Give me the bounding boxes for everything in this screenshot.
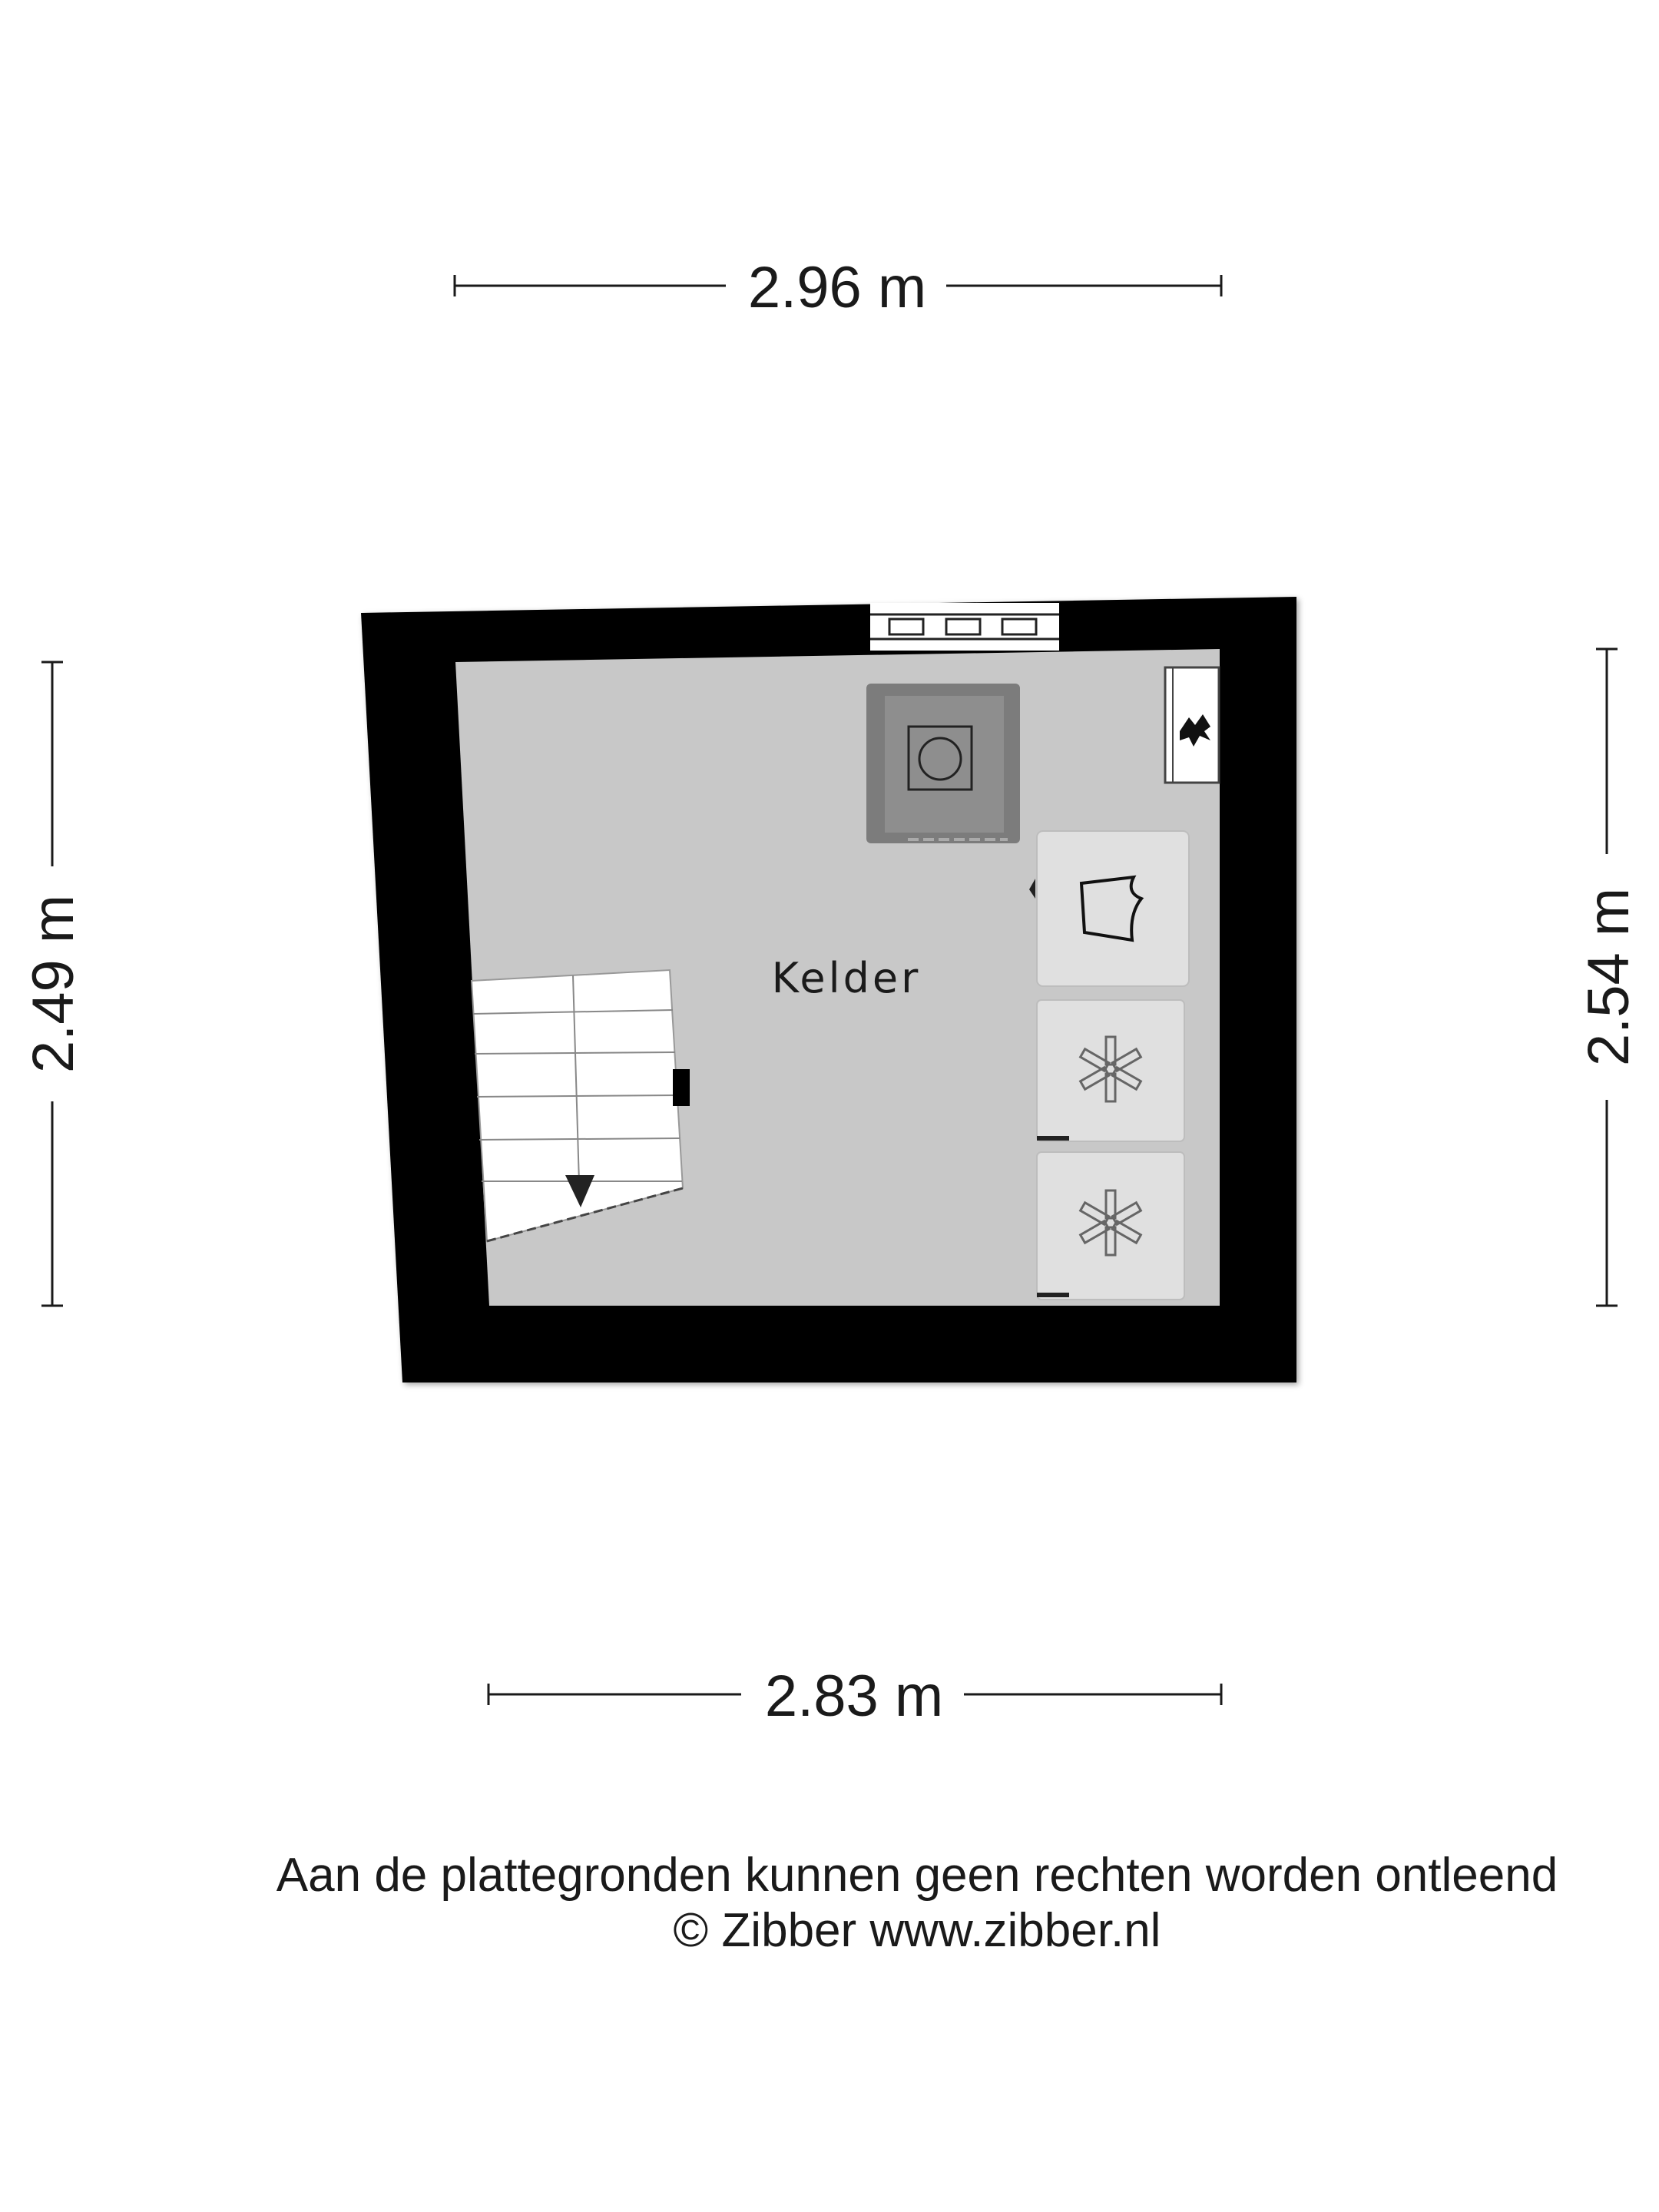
footer-disclaimer: Aan de plattegronden kunnen geen rechten worden ontleend <box>276 1849 1558 1902</box>
dimension-bottom-label: 2.83 m <box>764 1664 944 1729</box>
heater-icon <box>1165 667 1219 783</box>
dryer-icon <box>1037 1152 1184 1300</box>
boiler-icon <box>866 684 1020 843</box>
dimension-right-label: 2.54 m <box>1576 887 1641 1067</box>
room-label-kelder: Kelder <box>771 954 922 1002</box>
window-icon <box>870 603 1059 651</box>
washing-machine-icon <box>1037 1000 1184 1141</box>
dimension-right <box>1576 649 1641 1306</box>
dimension-left <box>21 662 86 1306</box>
dimension-top-label: 2.96 m <box>747 255 927 320</box>
sink-icon <box>1029 831 1189 986</box>
dimension-left-label: 2.49 m <box>21 894 86 1074</box>
dimension-bottom <box>488 1664 1221 1729</box>
dimension-top <box>455 255 1221 320</box>
footer-copyright: © Zibber www.zibber.nl <box>673 1904 1161 1957</box>
